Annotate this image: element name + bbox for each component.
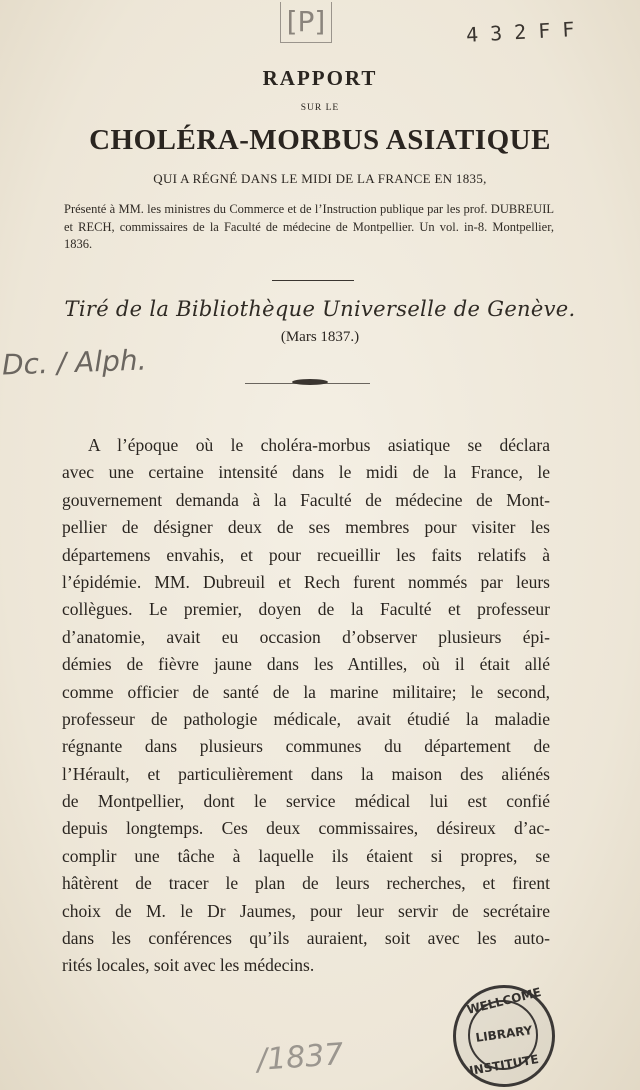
body-line: l’épidémie. MM. Dubreuil et Rech furent nommés par leurs xyxy=(62,571,550,592)
body-line: choix de M. le Dr Jaumes, pour leur servir de secrétaire xyxy=(62,900,550,921)
stamp-top-text: WELLCOME xyxy=(465,985,543,1017)
body-line: comme officier de santé de la marine militaire; le second, xyxy=(62,681,550,702)
title-sur-le: SUR LE xyxy=(300,103,340,113)
body-line: avec une certaine intensité dans le midi de la France, le xyxy=(62,462,550,483)
subtitle: QUI A RÉGNÉ DANS LE MIDI DE LA FRANCE EN 1835, xyxy=(153,171,487,186)
source-handwritten: Tiré de la Bibliothèque Universelle de Genève. xyxy=(64,297,576,321)
library-stamp xyxy=(453,985,555,1087)
presented-note: Présenté à MM. les ministres du Commerce et de l’Instruction publique par les prof. DUBREUIL et RECH, commissaires de la Faculté de médecine de Montpellier. Un vol. in-8. Montpellier, 1836. xyxy=(64,202,554,251)
stamp-middle-text: LIBRARY xyxy=(474,1023,534,1045)
body-line: rités locales, soit avec les médecins. xyxy=(62,955,315,976)
body-line: A l’époque où le choléra-morbus asiatique se déclara xyxy=(88,435,550,455)
body-line: régnante dans plusieurs communes du département de xyxy=(62,736,550,757)
body-line: gouvernement demanda à la Faculté de médecine de Mont- xyxy=(62,489,550,510)
body-line: démies de fièvre jaune dans les Antilles, où il était allé xyxy=(62,654,550,675)
body-line: complir une tâche à laquelle ils étaient si propres, se xyxy=(62,845,550,866)
extract-date: (Mars 1837.) xyxy=(280,329,360,345)
margin-annotation: Dc. / Alph. xyxy=(1,343,147,382)
body-line: depuis longtemps. Ces deux commissaires, désireux d’ac- xyxy=(62,818,550,839)
body-line: l’Hérault, et particulièrement dans la maison des aliénés xyxy=(62,763,550,784)
title-rapport: RAPPORT xyxy=(262,66,378,90)
divider-rule xyxy=(272,280,354,281)
body-line: dans les conférences qu’ils auraient, soit avec les auto- xyxy=(62,928,550,949)
body-line: hâtèrent de tracer le plan de leurs recherches, et firent xyxy=(62,873,550,894)
body-paragraph xyxy=(62,432,550,980)
body-line: professeur de pathologie médicale, avait étudié la maladie xyxy=(62,708,550,729)
body-line: d’anatomie, avait eu occasion d’observer plusieurs épi- xyxy=(62,626,550,647)
ornament-center xyxy=(292,379,328,385)
accession-number: 4 3 2 F F xyxy=(465,17,575,47)
body-line: pellier de désigner deux de ses membres pour visiter les xyxy=(62,517,550,538)
shelf-mark: [P] xyxy=(280,2,332,43)
body-line: départemens envahis, et pour recueillir les faits relatifs à xyxy=(62,544,550,565)
main-title: CHOLÉRA-MORBUS ASIATIQUE xyxy=(89,124,551,156)
bottom-annotation: /1837 xyxy=(255,1037,345,1078)
body-line: de Montpellier, dont le service médical lui est confié xyxy=(62,791,550,812)
body-line: collègues. Le premier, doyen de la Faculté et professeur xyxy=(62,599,550,620)
stamp-bottom-text: INSTITUTE xyxy=(468,1052,540,1078)
